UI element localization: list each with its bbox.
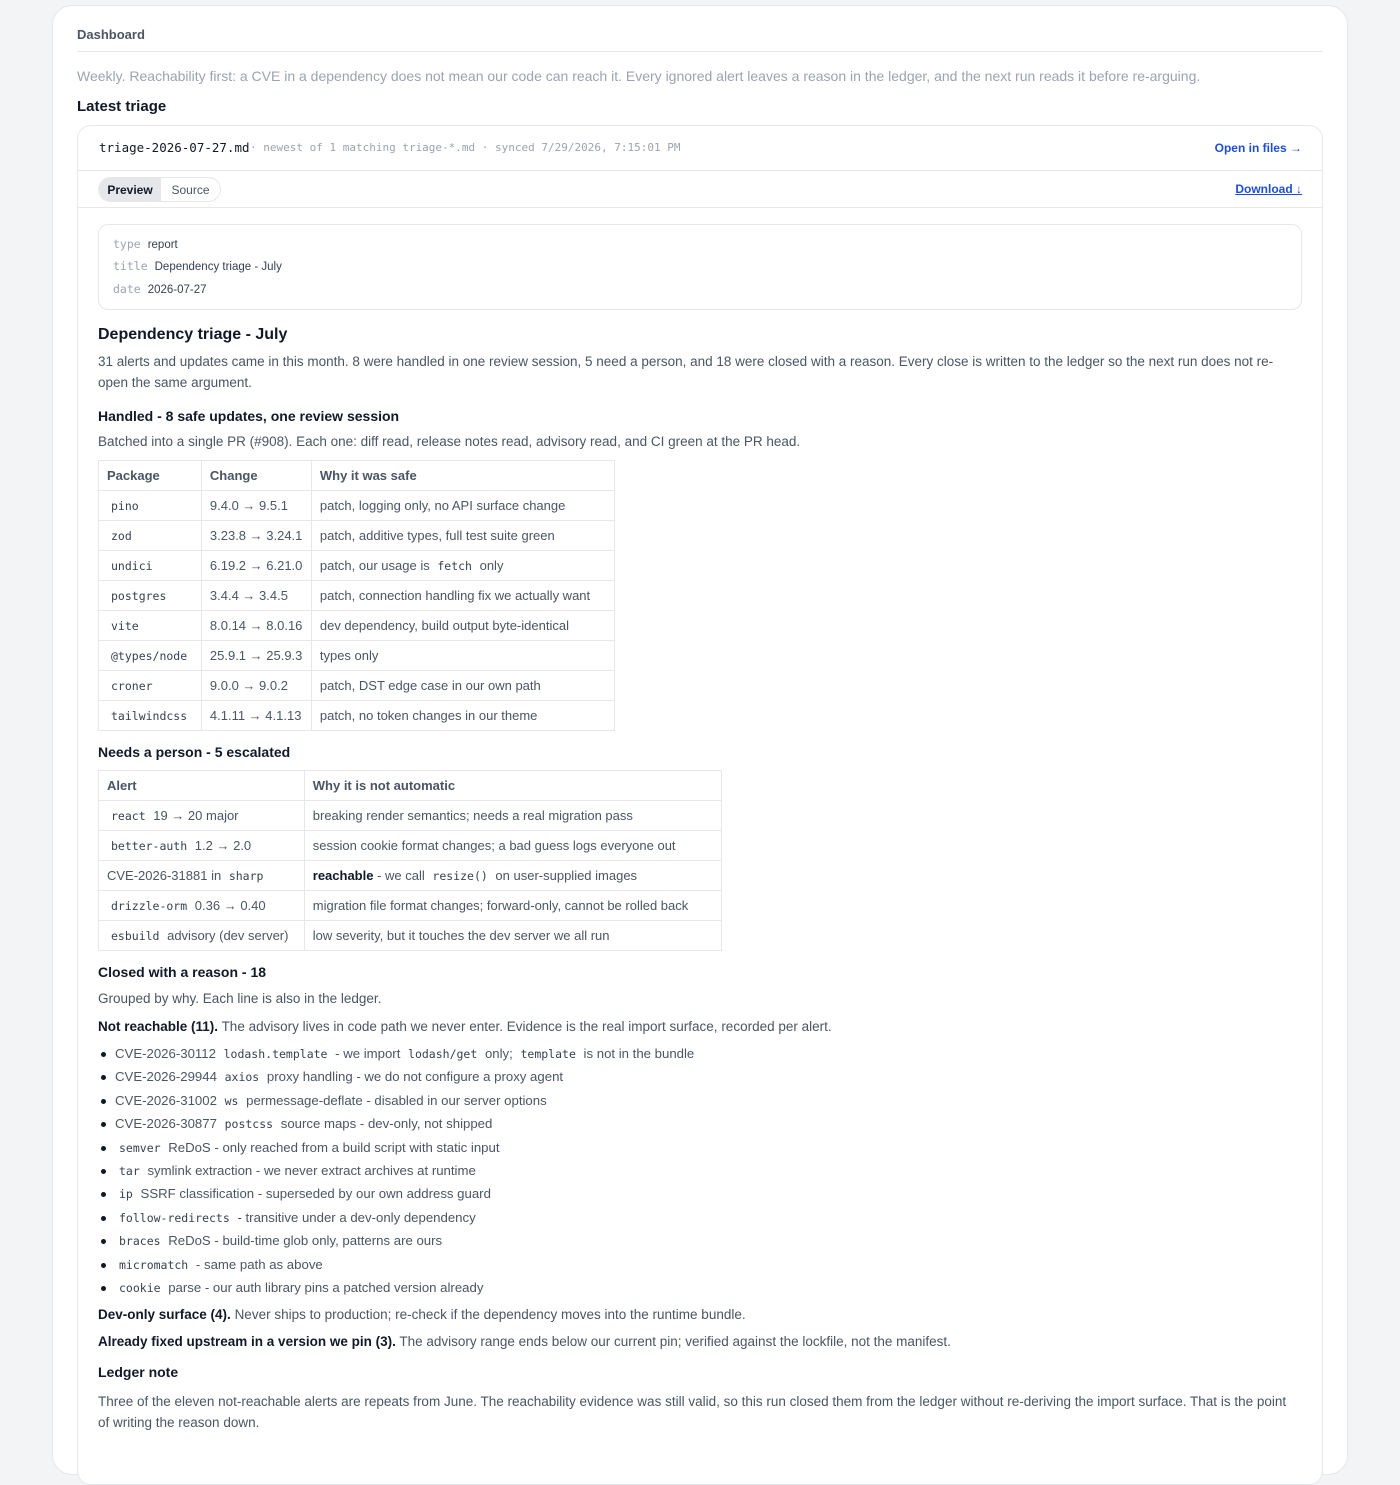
alert-cell: react 19 → 20 major: [99, 801, 305, 831]
dev-only-para: Dev-only surface (4). Never ships to production; re-check if the dependency moves into the runtime bundle.: [98, 1307, 746, 1322]
alert-cell: CVE-2026-31881 in sharp: [99, 861, 305, 891]
frontmatter-row: [113, 237, 178, 251]
list-item: semver ReDoS - only reached from a build script with static input: [115, 1136, 694, 1159]
doc-title: Dependency triage - July: [98, 326, 288, 343]
frontmatter-box: [98, 224, 1302, 310]
list-item: CVE-2026-30877 postcss source maps - dev-only, not shipped: [115, 1112, 694, 1135]
table-row: [99, 641, 615, 671]
frontmatter-value: report: [147, 239, 178, 251]
package-name: zod: [111, 529, 132, 543]
version-change: 9.4.0 → 9.5.1: [201, 491, 311, 521]
escalation-reason: low severity, but it touches the dev server we all run: [304, 921, 721, 951]
intro-text: Weekly. Reachability first: a CVE in a dependency does not mean our code can reach it. Every ignored alert leaves a reason in the ledger, and the next run reads it before re-arguing.: [77, 68, 1201, 84]
tab-preview[interactable]: Preview: [99, 178, 161, 201]
escalation-reason: reachable - we call resize() on user-supplied images: [304, 861, 721, 891]
tab-source[interactable]: Source: [171, 182, 210, 197]
table-row: [99, 801, 722, 831]
table-row: [99, 701, 615, 731]
list-item: CVE-2026-31002 ws permessage-deflate - disabled in our server options: [115, 1089, 694, 1112]
dashboard-label: Dashboard: [77, 27, 1323, 52]
version-change: 3.23.8 → 3.24.1: [201, 521, 311, 551]
package-name: vite: [111, 619, 139, 633]
list-item: follow-redirects - transitive under a dev-only dependency: [115, 1206, 694, 1229]
alert-cell: better-auth 1.2 → 2.0: [99, 831, 305, 861]
not-reachable-list: [98, 1042, 694, 1299]
escalated-table: [98, 770, 722, 951]
package-name: postgres: [111, 589, 167, 603]
version-change: 3.4.4 → 3.4.5: [201, 581, 311, 611]
package-name: pino: [111, 499, 139, 513]
doc-summary: 31 alerts and updates came in this month. 8 were handled in one review session, 5 need a person, and 18 were closed with a reason. Every close is written to the ledger so the next run does not re-open the same argument.: [98, 354, 1274, 390]
frontmatter-key: title: [113, 259, 148, 273]
open-in-files-link[interactable]: Open in files →: [1214, 141, 1302, 155]
package-name: croner: [111, 679, 153, 693]
fixed-upstream-para: Already fixed upstream in a version we pin (3). The advisory range ends below our current pin; verified against the lockfile, not the manifest.: [98, 1334, 951, 1349]
column-header: Why it is not automatic: [304, 771, 721, 801]
frontmatter-value: 2026-07-27: [147, 284, 207, 296]
file-header: [78, 126, 1322, 171]
table-row: [99, 521, 615, 551]
table-row: [99, 611, 615, 641]
package-name: undici: [111, 559, 153, 573]
view-toggle: [98, 177, 221, 202]
column-header: Package: [99, 461, 202, 491]
section-title: Latest triage: [77, 98, 167, 115]
list-item: CVE-2026-29944 axios proxy handling - we do not configure a proxy agent: [115, 1065, 694, 1088]
safe-reason: patch, DST edge case in our own path: [311, 671, 614, 701]
column-header: Alert: [99, 771, 305, 801]
version-change: 25.9.1 → 25.9.3: [201, 641, 311, 671]
escalated-heading: Needs a person - 5 escalated: [98, 744, 291, 760]
safe-reason: types only: [311, 641, 614, 671]
table-row: [99, 831, 722, 861]
table-row: [99, 581, 615, 611]
table-header-row: [99, 461, 615, 491]
file-meta: · newest of 1 matching triage-*.md · synced 7/29/2026, 7:15:01 PM: [250, 141, 681, 154]
package-name: tailwindcss: [111, 709, 188, 723]
view-toolbar: [78, 171, 1322, 208]
column-header: Change: [201, 461, 311, 491]
escalation-reason: breaking render semantics; needs a real migration pass: [304, 801, 721, 831]
closed-intro: Grouped by why. Each line is also in the ledger.: [98, 991, 382, 1006]
column-header: Why it was safe: [311, 461, 614, 491]
list-item: ip SSRF classification - superseded by our own address guard: [115, 1182, 694, 1205]
version-change: 6.19.2 → 6.21.0: [201, 551, 311, 581]
frontmatter-key: type: [113, 237, 141, 251]
list-item: tar symlink extraction - we never extract archives at runtime: [115, 1159, 694, 1182]
handled-table: [98, 460, 615, 731]
frontmatter-value: Dependency triage - July: [154, 261, 282, 273]
file-card: [77, 125, 1323, 1485]
table-row: [99, 861, 722, 891]
package-name: @types/node: [111, 649, 188, 663]
escalation-reason: migration file format changes; forward-only, cannot be rolled back: [304, 891, 721, 921]
safe-reason: patch, no token changes in our theme: [311, 701, 614, 731]
file-name: triage-2026-07-27.md: [99, 140, 250, 155]
safe-reason: patch, our usage is fetch only: [311, 551, 614, 581]
frontmatter-row: [113, 259, 282, 273]
safe-reason: patch, connection handling fix we actually want: [311, 581, 614, 611]
escalation-reason: session cookie format changes; a bad guess logs everyone out: [304, 831, 721, 861]
table-row: [99, 921, 722, 951]
alert-cell: esbuild advisory (dev server): [99, 921, 305, 951]
frontmatter-row: [113, 282, 207, 296]
frontmatter-key: date: [113, 282, 141, 296]
table-row: [99, 491, 615, 521]
closed-heading: Closed with a reason - 18: [98, 964, 267, 980]
table-row: [99, 891, 722, 921]
safe-reason: dev dependency, build output byte-identical: [311, 611, 614, 641]
handled-intro: Batched into a single PR (#908). Each one: diff read, release notes read, advisory read, and CI green at the PR head.: [98, 434, 801, 449]
table-row: [99, 551, 615, 581]
table-row: [99, 671, 615, 701]
list-item: cookie parse - our auth library pins a patched version already: [115, 1276, 694, 1299]
safe-reason: patch, additive types, full test suite green: [311, 521, 614, 551]
ledger-text: Three of the eleven not-reachable alerts are repeats from June. The reachability evidence was still valid, so this run closed them from the ledger without re-deriving the import surface. That is the point of writing the reason down.: [98, 1394, 1287, 1430]
alert-cell: drizzle-orm 0.36 → 0.40: [99, 891, 305, 921]
ledger-heading: Ledger note: [98, 1364, 179, 1380]
version-change: 9.0.0 → 9.0.2: [201, 671, 311, 701]
list-item: braces ReDoS - build-time glob only, patterns are ours: [115, 1229, 694, 1252]
safe-reason: patch, logging only, no API surface change: [311, 491, 614, 521]
version-change: 8.0.14 → 8.0.16: [201, 611, 311, 641]
download-link[interactable]: Download ↓: [1235, 182, 1302, 196]
dashboard-panel: [52, 5, 1348, 1475]
table-header-row: [99, 771, 722, 801]
version-change: 4.1.11 → 4.1.13: [201, 701, 311, 731]
list-item: CVE-2026-30112 lodash.template - we import lodash/get only; template is not in the bundle: [115, 1042, 694, 1065]
list-item: micromatch - same path as above: [115, 1253, 694, 1276]
handled-heading: Handled - 8 safe updates, one review session: [98, 408, 400, 424]
not-reachable-para: Not reachable (11). The advisory lives in code path we never enter. Evidence is the real import surface, recorded per alert.: [98, 1019, 832, 1034]
